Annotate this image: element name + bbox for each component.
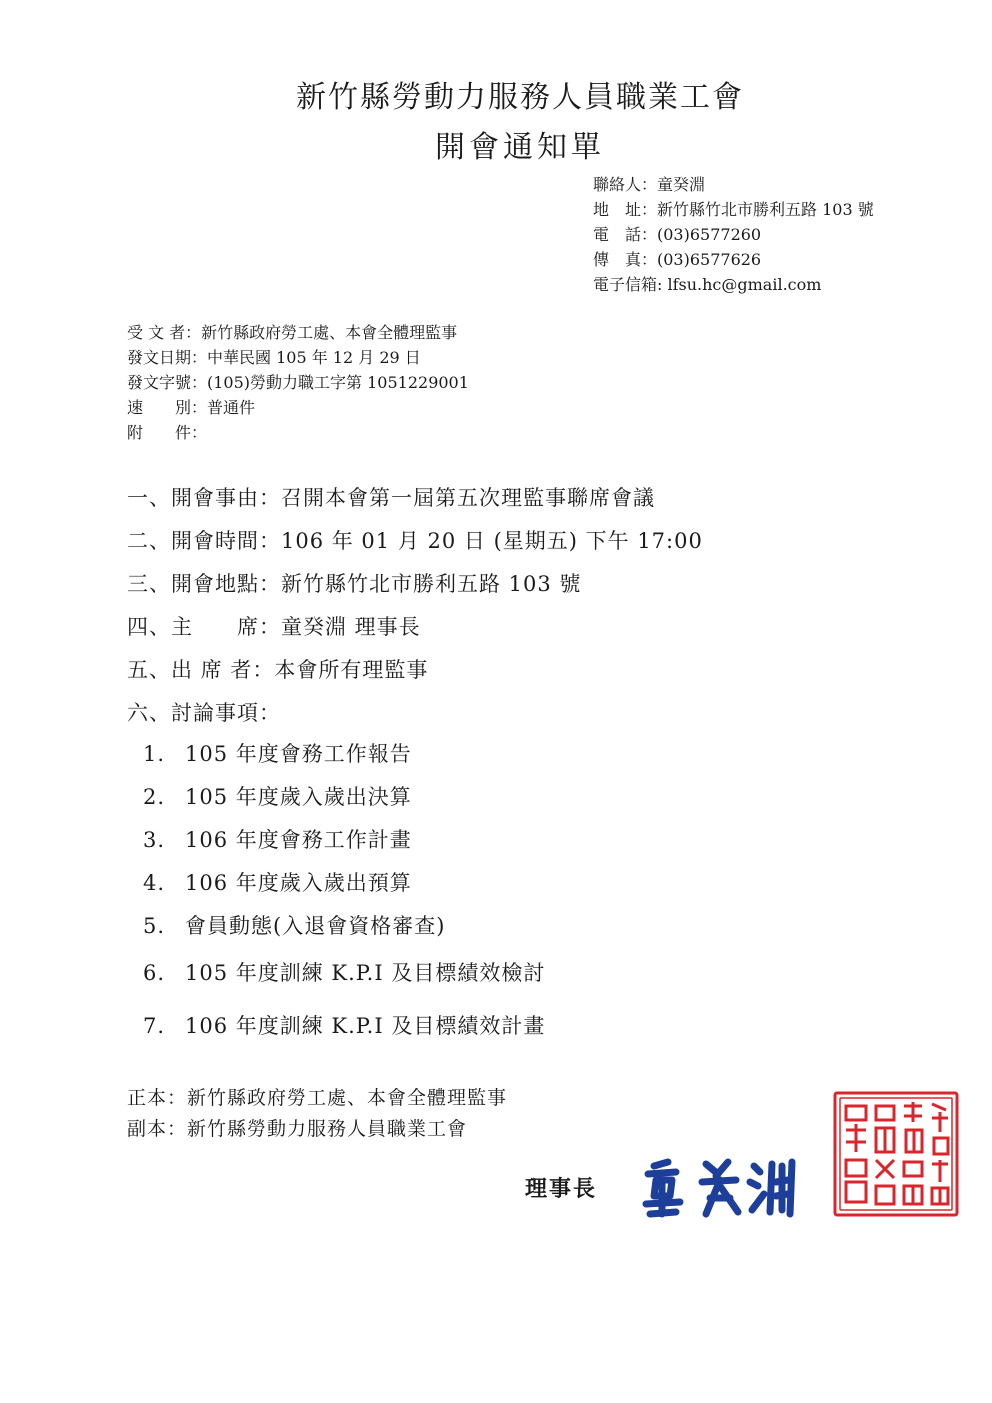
- contact-email: 電子信箱: lfsu.hc@gmail.com: [593, 275, 822, 294]
- topic-text: 105 年度訓練 K.P.I 及目標績效檢討: [185, 961, 546, 985]
- distribution-list: [127, 1083, 507, 1145]
- topic-text: 105 年度會務工作報告: [185, 742, 412, 766]
- topic-item: [143, 910, 445, 940]
- topic-text: 106 年度歲入歲出預算: [185, 871, 412, 895]
- topic-number: 7.: [143, 1014, 166, 1038]
- meta-recipient: 受 文 者：新竹縣政府勞工處、本會全體理監事: [127, 323, 458, 342]
- item-discussion: 六、討論事項：: [127, 701, 281, 725]
- contact-address: 地 址：新竹縣竹北市勝利五路 103 號: [593, 200, 874, 219]
- topic-item: [143, 738, 412, 768]
- item-attendees: 五、出 席 者：本會所有理監事: [127, 658, 429, 682]
- document-meta: [127, 320, 469, 445]
- item-reason: 一、開會事由：召開本會第一屆第五次理監事聯席會議: [127, 486, 655, 510]
- handwritten-signature: [636, 1152, 816, 1222]
- chairman-title: 理事長: [525, 1176, 598, 1202]
- contact-person: 聯絡人：童癸淵: [593, 175, 706, 194]
- topic-text: 106 年度會務工作計畫: [185, 828, 412, 852]
- document-title: 開會通知單: [435, 130, 605, 165]
- item-chair: 四、主 席：童癸淵 理事長: [127, 615, 421, 639]
- topic-item: [143, 1010, 545, 1040]
- contact-phone: 電 話：(03)6577260: [593, 225, 762, 244]
- meta-speed: 速 別：普通件: [127, 398, 256, 417]
- meta-attachment: 附 件：: [127, 423, 208, 442]
- topic-number: 1.: [143, 742, 166, 766]
- topic-item: [143, 781, 412, 811]
- topic-item: [143, 867, 412, 897]
- copy-duplicate: 副本：新竹縣勞動力服務人員職業工會: [127, 1118, 468, 1140]
- contact-fax: 傳 真：(03)6577626: [593, 250, 762, 269]
- topic-item: [143, 824, 412, 854]
- topic-number: 6.: [143, 961, 166, 985]
- meta-date: 發文日期：中華民國 105 年 12 月 29 日: [127, 348, 421, 367]
- topic-text: 105 年度歲入歲出決算: [185, 785, 412, 809]
- contact-block: [593, 172, 874, 297]
- item-location: 三、開會地點：新竹縣竹北市勝利五路 103 號: [127, 572, 582, 596]
- topic-number: 4.: [143, 871, 166, 895]
- topic-text: 106 年度訓練 K.P.I 及目標績效計畫: [185, 1014, 546, 1038]
- official-seal: [832, 1090, 960, 1218]
- item-time: 二、開會時間：106 年 01 月 20 日 (星期五) 下午 17:00: [127, 529, 703, 553]
- copy-original: 正本：新竹縣政府勞工處、本會全體理監事: [127, 1087, 508, 1109]
- topic-number: 3.: [143, 828, 166, 852]
- topic-number: 5.: [143, 914, 166, 938]
- meta-doc-number: 發文字號：(105)勞動力職工字第 1051229001: [127, 373, 469, 392]
- topic-number: 2.: [143, 785, 166, 809]
- org-title: 新竹縣勞動力服務人員職業工會: [296, 80, 744, 115]
- topic-item: [143, 957, 545, 987]
- topic-text: 會員動態(入退會資格審查): [185, 914, 446, 938]
